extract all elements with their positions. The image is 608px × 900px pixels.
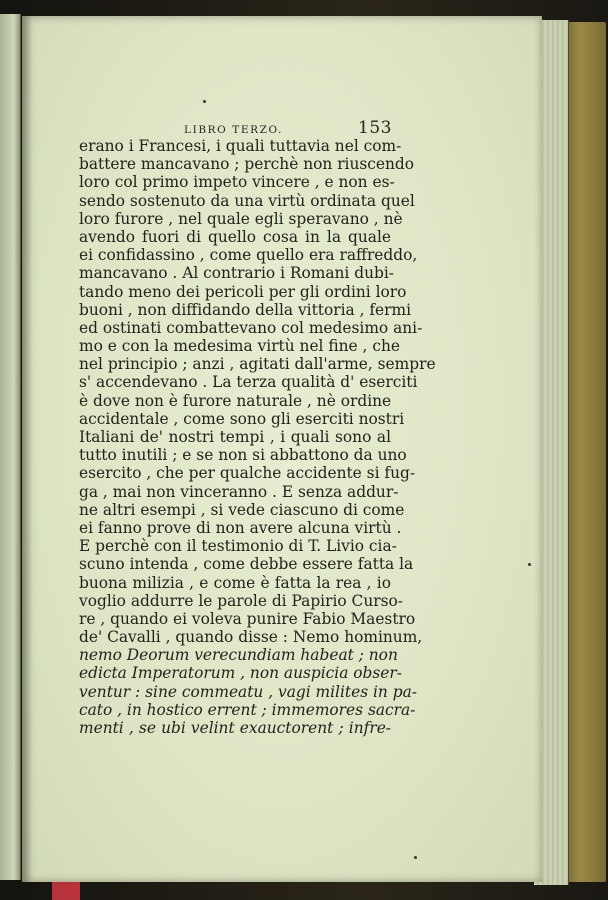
text-line: loro furore , nel quale egli speravano , nè: [79, 209, 403, 228]
text-line: ventur : sine commeatu , vagi milites in pa-: [79, 682, 417, 701]
text-line: mancavano . Al contrario i Romani dubi-: [79, 264, 394, 283]
text-line: cato , in hostico errent ; immemores sacra-: [79, 700, 416, 719]
page-number: 153: [358, 118, 392, 138]
text-line: nemo Deorum verecundiam habeat ; non: [79, 646, 398, 665]
text-line: tutto inutili ; e se non si abbattono da uno: [79, 446, 407, 465]
text-line: re , quando ei voleva punire Fabio Maestro: [79, 609, 416, 628]
text-line: buona milizia , e come è fatta la rea , io: [79, 573, 391, 592]
body-text: [79, 137, 436, 737]
text-line: nel principio ; anzi , agitati dall'arme, sempre: [79, 355, 436, 374]
text-line: sendo sostenuto da una virtù ordinata quel: [79, 191, 415, 210]
text-line: è dove non è furore naturale , nè ordine: [79, 391, 392, 410]
text-line: erano i Francesi, i quali tuttavia nel com-: [79, 137, 402, 155]
text-line: menti , se ubi velint exauctorent ; infre-: [79, 719, 391, 737]
gutter-shadow: [22, 16, 32, 882]
text-line: Italiani de' nostri tempi , i quali sono al: [79, 428, 391, 446]
text-line: accidentale , come sono gli eserciti nostri: [79, 409, 405, 428]
paper-speck: [203, 100, 206, 103]
text-line: ed ostinati combattevano col medesimo ani-: [79, 318, 423, 337]
text-line: ei confidassino , come quello era raffreddo,: [79, 246, 418, 265]
text-line: s' accendevano . La terza qualità d' eserciti: [79, 373, 418, 392]
text-line: voglio addurre le parole di Papirio Curso-: [79, 591, 403, 610]
text-line: E perchè con il testimonio di T. Livio cia-: [79, 537, 397, 556]
text-line: loro col primo impeto vincere , e non es-: [79, 173, 395, 192]
text-line: edicta Imperatorum , non auspicia obser-: [79, 664, 402, 683]
text-line: esercito , che per qualche accidente si fug-: [79, 464, 416, 483]
text-line: mo e con la medesima virtù nel fine , che: [79, 337, 400, 356]
text-line: battere mancavano ; perchè non riuscendo: [79, 155, 415, 174]
facing-page-edge: [0, 14, 21, 880]
text-line: ga , mai non vinceranno . E senza addur-: [79, 482, 399, 501]
text-line: scuno intenda , come debbe essere fatta la: [79, 555, 414, 574]
text-line: buoni , non diffidando della vittoria , fermi: [79, 300, 412, 319]
text-line: ei fanno prove di non avere alcuna virtù .: [79, 518, 402, 537]
paper-speck: [414, 856, 417, 859]
text-line: avendo fuori di quello cosa in la quale: [79, 227, 391, 246]
text-line: ne altri esempi , si vede ciascuno di come: [79, 500, 405, 519]
text-line: tando meno dei pericoli per gli ordini loro: [79, 282, 407, 301]
paper-speck: [528, 563, 531, 566]
text-line: de' Cavalli , quando disse : Nemo hominum,: [79, 628, 423, 647]
running-title: LIBRO TERZO.: [184, 124, 284, 136]
